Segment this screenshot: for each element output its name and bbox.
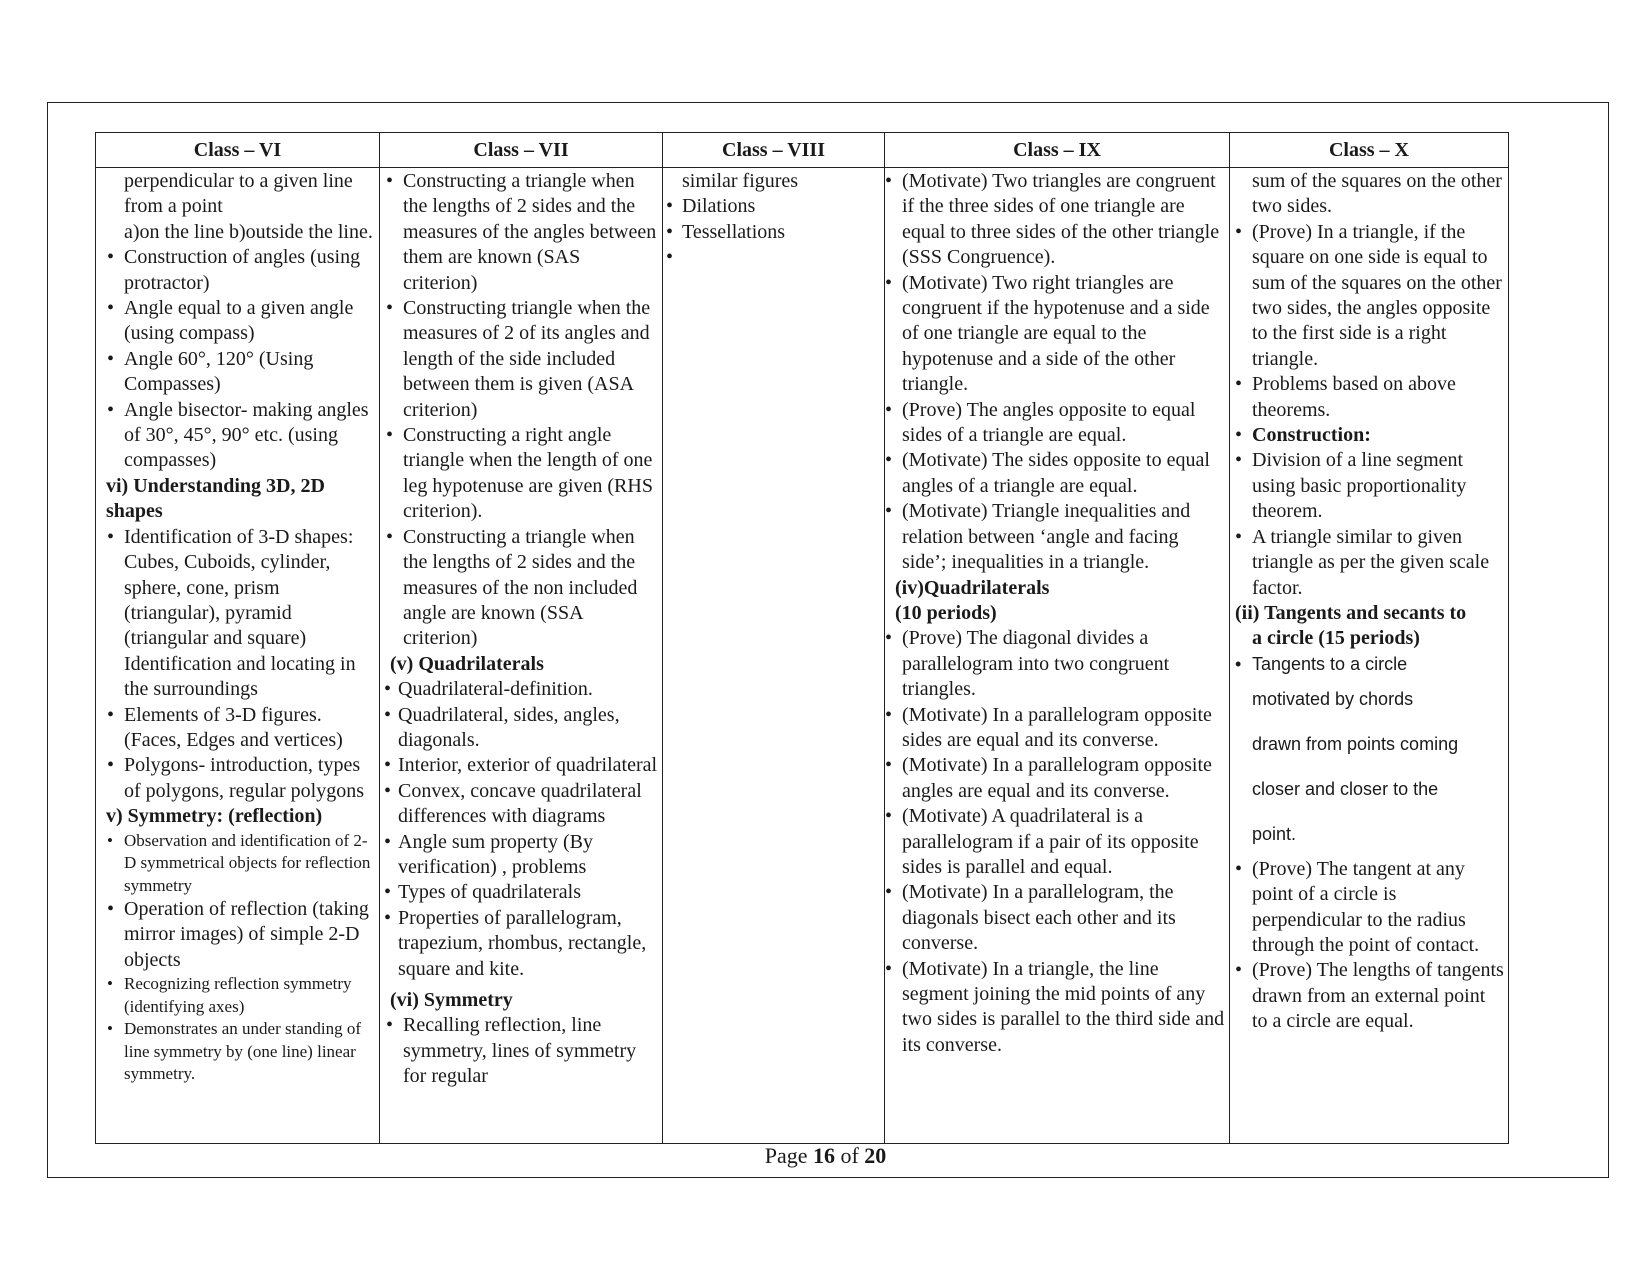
list-item: • (Motivate) Two right triangles are congruent if the hypotenuse and a side of one triangle are equal to the hypotenuse and a side of the other triangle.	[885, 271, 1229, 398]
class-x-cell	[1230, 168, 1509, 1144]
list-item: similar figures	[682, 170, 799, 192]
construction-label: Construction:	[1252, 424, 1371, 447]
list-item: • Polygons- introduction, types of polygons, regular polygons	[96, 753, 379, 804]
class-vi-cell	[96, 168, 380, 1144]
class-ix-cell	[885, 168, 1230, 1144]
list-item: • (Prove) The lengths of tangents drawn from an external point to a circle are equal.	[1230, 958, 1508, 1034]
list-item: • (Prove) The tangent at any point of a circle is perpendicular to the radius through the point of contact.	[1230, 857, 1508, 959]
list-item: closer and closer to the	[1252, 778, 1439, 799]
header-class-ix: Class – IX	[885, 133, 1230, 168]
list-item: • Quadrilateral-definition.	[380, 677, 662, 702]
list-item: • Constructing a triangle when the lengths of 2 sides and the measures of the angles between them are known (SAS criterion)	[380, 169, 662, 296]
list-item	[663, 245, 884, 270]
syllabus-table	[95, 132, 1509, 1144]
section-heading: v) Symmetry: (reflection)	[106, 805, 323, 828]
list-item: • (Motivate) In a parallelogram opposite sides are equal and its converse.	[885, 703, 1229, 754]
list-item: • (Motivate) In a parallelogram opposite angles are equal and its converse.	[885, 753, 1229, 804]
list-item: • Observation and identification of 2-D symmetrical objects for reflection symmetry	[96, 830, 379, 898]
list-item: • Angle equal to a given angle (using compass)	[96, 296, 379, 347]
list-item: perpendicular to a given line from a point	[124, 170, 353, 218]
content-row	[96, 168, 1509, 1144]
list-item: • Angle sum property (By verification) , problems	[380, 830, 662, 881]
list-item: • Angle bisector- making angles of 30°, 45°, 90° etc. (using compasses)	[96, 398, 379, 474]
class-vii-cell	[380, 168, 663, 1144]
section-heading: (v) Quadrilaterals	[390, 652, 544, 675]
section-heading: (10 periods)	[895, 601, 997, 624]
list-item: • Demonstrates an under standing of line symmetry by (one line) linear symmetry.	[96, 1018, 379, 1086]
list-item: • A triangle similar to given triangle as per the given scale factor.	[1230, 525, 1508, 601]
class-viii-cell	[663, 168, 885, 1144]
list-item: • Constructing triangle when the measures of 2 of its angles and length of the side included between them is given (ASA criterion)	[380, 296, 662, 423]
list-item: • (Motivate) In a triangle, the line segment joining the mid points of any two sides is parallel to the third side and its converse.	[885, 957, 1229, 1059]
list-item: • Interior, exterior of quadrilateral	[380, 753, 662, 778]
list-item: • Quadrilateral, sides, angles, diagonals.	[380, 703, 662, 754]
section-heading: (ii) Tangents and secants to	[1235, 601, 1467, 624]
list-item: • (Prove) In a triangle, if the square on one side is equal to sum of the squares on the other two sides, the angles opposite to the first side is a right triangle.	[1230, 220, 1508, 372]
list-item: • (Motivate) The sides opposite to equal angles of a triangle are equal.	[885, 448, 1229, 499]
list-item: sum of the squares on the other two sides.	[1252, 170, 1502, 218]
list-item: • (Prove) The angles opposite to equal sides of a triangle are equal.	[885, 398, 1229, 449]
list-item: point.	[1252, 823, 1297, 844]
list-item: • Tangents to a circle	[1230, 652, 1508, 677]
list-item: • Constructing a triangle when the lengths of 2 sides and the measures of the non included angle are known (SSA criterion)	[380, 525, 662, 652]
list-item	[1230, 423, 1508, 448]
list-item: • Angle 60°, 120° (Using Compasses)	[96, 347, 379, 398]
list-item: • Problems based on above theorems.	[1230, 372, 1508, 423]
list-item: • Properties of parallelogram, trapezium, rhombus, rectangle, square and kite.	[380, 906, 662, 982]
section-heading: vi) Understanding 3D, 2D shapes	[106, 474, 325, 523]
list-item: a)on the line b)outside the line.	[124, 220, 373, 243]
list-item: drawn from points coming	[1252, 733, 1459, 754]
list-item: • Division of a line segment using basic proportionality theorem.	[1230, 448, 1508, 524]
list-item: • Recognizing reflection symmetry (identifying axes)	[96, 973, 379, 1018]
list-item: • Dilations	[663, 194, 884, 219]
list-item: • (Motivate) A quadrilateral is a parallelogram if a pair of its opposite sides is parallel and equal.	[885, 804, 1229, 880]
current-page: 16	[812, 1143, 835, 1168]
list-item: • Types of quadrilaterals	[380, 880, 662, 905]
list-item: • Operation of reflection (taking mirror images) of simple 2-D objects	[96, 897, 379, 973]
header-row	[96, 133, 1509, 168]
list-item: • (Motivate) Triangle inequalities and relation between ‘angle and facing side’; inequalities in a triangle.	[885, 499, 1229, 575]
header-class-vi: Class – VI	[96, 133, 380, 168]
list-item: • Construction of angles (using protractor)	[96, 245, 379, 296]
list-item: • (Motivate) Two triangles are congruent if the three sides of one triangle are equal to three sides of the other triangle (SSS Congruence).	[885, 169, 1229, 271]
list-item: • Identification of 3-D shapes: Cubes, Cuboids, cylinder, sphere, cone, prism (triangular), pyramid (triangular and square) Identification and locating in the surroundings	[96, 525, 379, 703]
list-item: • (Motivate) In a parallelogram, the diagonals bisect each other and its converse.	[885, 880, 1229, 956]
page-of: of	[834, 1143, 865, 1168]
list-item: • (Prove) The diagonal divides a parallelogram into two congruent triangles.	[885, 626, 1229, 702]
list-item: motivated by chords	[1252, 688, 1414, 709]
header-class-x: Class – X	[1230, 133, 1509, 168]
section-heading: (vi) Symmetry	[390, 989, 513, 1011]
list-item: • Recalling reflection, line symmetry, lines of symmetry for regular	[380, 1013, 662, 1089]
header-class-viii: Class – VIII	[663, 133, 885, 168]
list-item: • Constructing a right angle triangle when the length of one leg hypotenuse are given (RHS criterion).	[380, 423, 662, 525]
page-number	[0, 1143, 1651, 1169]
page-prefix: Page	[764, 1143, 813, 1168]
list-item: • Convex, concave quadrilateral differences with diagrams	[380, 779, 662, 830]
section-heading: (iv)Quadrilaterals	[895, 576, 1050, 599]
section-heading: a circle (15 periods)	[1252, 627, 1420, 650]
header-class-vii: Class – VII	[380, 133, 663, 168]
list-item: • Elements of 3-D figures. (Faces, Edges and vertices)	[96, 703, 379, 754]
total-pages: 20	[864, 1143, 887, 1168]
list-item: • Tessellations	[663, 220, 884, 245]
